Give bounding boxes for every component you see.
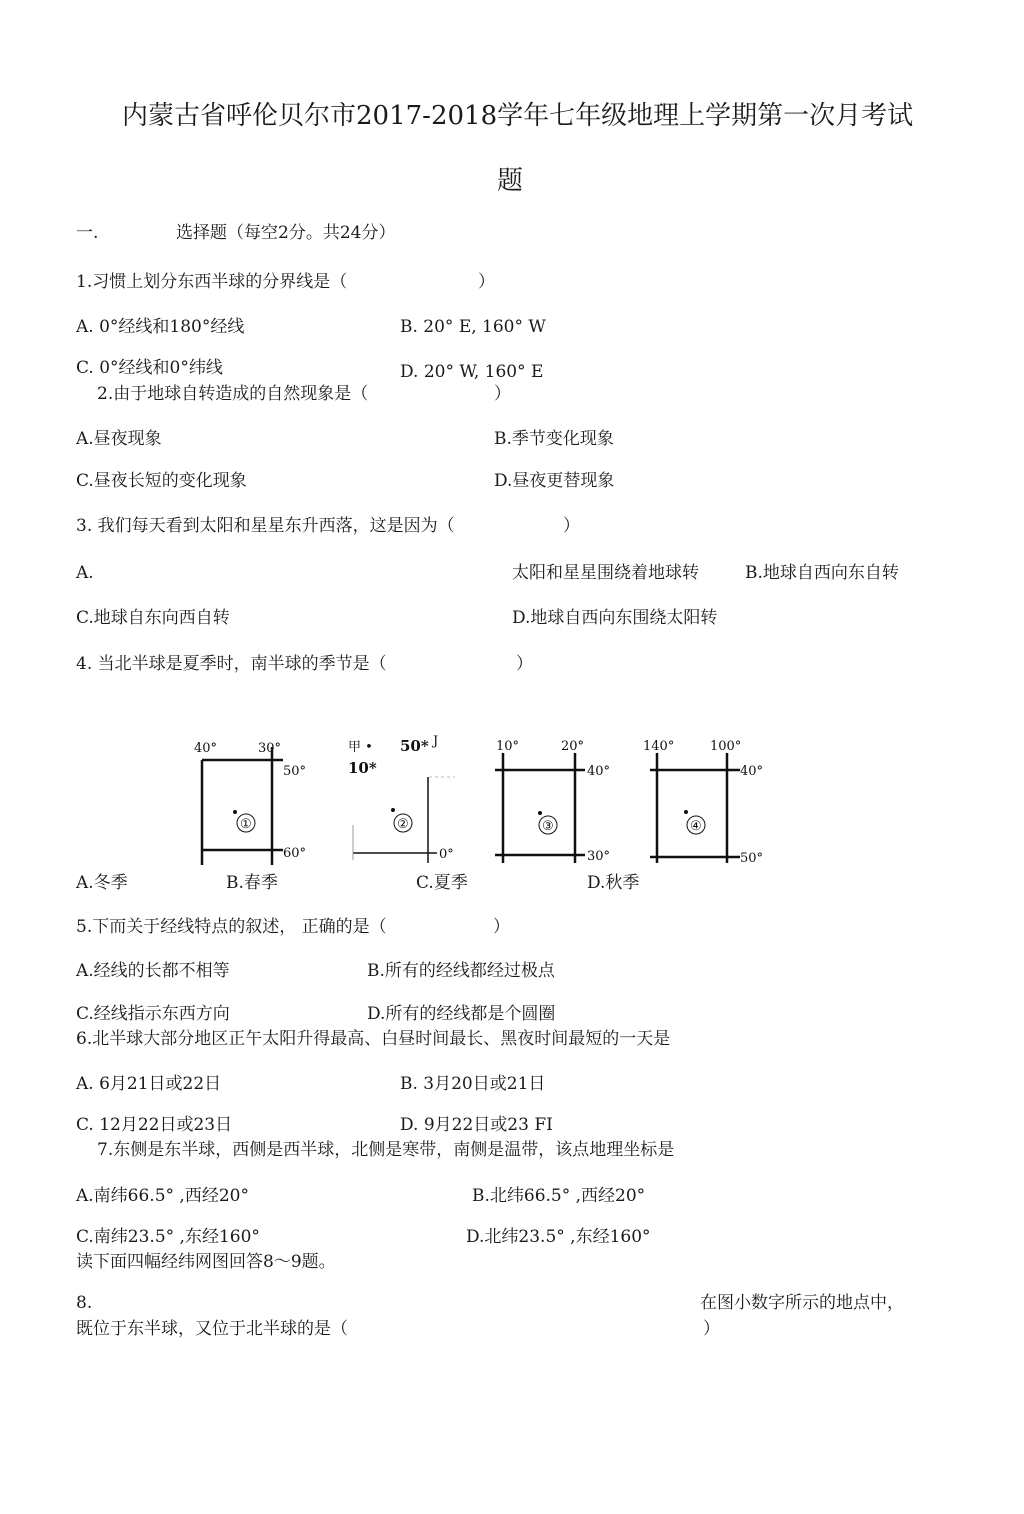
q2-option-c: C.昼夜长短的变化现象 [76,471,247,491]
fig1-label-right-top: 50° [283,764,307,779]
fig2-label-b: 50* [400,737,429,755]
fig3-label-top-right: 20° [561,739,585,754]
q1-stem: 1.习惯上划分东西半球的分界线是（ [76,272,348,292]
q2-option-d: D.昼夜更替现象 [494,471,615,491]
q3-stem: 3. 我们每天看到太阳和星星东升西落，这是因为（ [76,516,455,536]
grid-figure-4 [640,735,775,870]
fig3-label-top-left: 10° [496,739,520,754]
fig1-label-right-bottom: 60° [283,846,307,861]
q5-option-a: A.经线的长都不相等 [76,961,230,981]
fig1-point-label: ① [240,817,252,832]
grid-figure-3 [493,735,623,870]
q2-option-a: A.昼夜现象 [76,429,162,449]
q7-option-b: B.北纬66.5° ,西经20° [472,1186,646,1206]
section-heading: 选择题（每空2分。共24分） [176,223,396,243]
q7-option-d: D.北纬23.5° ,东经160° [466,1227,651,1247]
q5-option-c: C.经线指示东西方向 [76,1004,230,1024]
fig2-label-right-bottom: 0° [439,847,454,862]
q4-option-b: B.春季 [226,873,278,893]
title-line-1: 内蒙古省呼伦贝尔市2017-2018学年七年级地理上学期第一次月考试 [122,101,914,131]
q8-right-text: 在图小数字所示的地点中， [700,1293,904,1313]
title-line-2: 题 [497,166,524,196]
q2-stem: 2.由于地球自转造成的自然现象是（ [97,384,369,404]
q6-option-a: A. 6月21日或22日 [76,1074,222,1094]
section-number: 一. [76,223,99,243]
grid-figure-2 [345,735,475,870]
q6-option-c: C. 12月22日或23日 [76,1115,233,1135]
q3-option-a-label: A. [76,563,94,583]
q1-option-b: B. 20° E, 160° W [400,317,546,337]
fig2-label-d: 10* [348,759,377,777]
q4-stem: 4. 当北半球是夏季时，南半球的季节是（ [76,654,387,674]
fig4-label-right-bottom: 50° [740,851,764,866]
q1-close: ） [478,272,495,292]
q4-option-c: C.夏季 [416,873,468,893]
q3-option-c: C.地球自东向西自转 [76,608,230,628]
fig2-label-c: J [433,734,439,749]
q6-option-d: D. 9月22日或23 FI [400,1115,553,1135]
q1-option-c: C. 0°经线和0°纬线 [76,358,223,378]
q2-close: ） [494,384,511,404]
q7-stem: 7.东侧是东半球，西侧是西半球，北侧是寒带，南侧是温带，该点地理坐标是 [97,1140,675,1160]
q3-option-b: B.地球自西向东自转 [745,563,899,583]
grid-figure-1 [188,735,318,870]
fig4-point-label: ④ [690,819,702,834]
q8-number: 8. [76,1293,93,1313]
read-note: 读下面四幅经纬网图回答8～9题。 [76,1252,336,1272]
fig2-point-label: ② [397,817,409,832]
q3-option-d: D.地球自西向东围绕太阳转 [512,608,718,628]
fig4-label-right-top: 40° [740,764,764,779]
q4-option-a: A.冬季 [76,873,128,893]
fig4-label-top-right: 100° [710,739,742,754]
q6-stem: 6.北半球大部分地区正午太阳升得最高、白昼时间最长、黑夜时间最短的一天是 [76,1029,671,1049]
q4-close: ） [516,654,533,674]
q1-option-d: D. 20° W, 160° E [400,362,544,382]
fig3-label-right-bottom: 30° [587,849,611,864]
q5-option-d: D.所有的经线都是个圆圈 [367,1004,556,1024]
q6-option-b: B. 3月20日或21日 [400,1074,546,1094]
q3-close: ） [563,516,580,536]
q5-option-b: B.所有的经线都经过极点 [367,961,555,981]
fig4-label-top-left: 140° [643,739,675,754]
fig1-label-top-right: 30° [258,741,282,756]
q1-option-a: A. 0°经线和180°经线 [76,317,245,337]
q7-option-c: C.南纬23.5° ,东经160° [76,1227,260,1247]
fig3-label-right-top: 40° [587,764,611,779]
q7-option-a: A.南纬66.5° ,西经20° [76,1186,249,1206]
q3-option-a: 太阳和星星围绕着地球转 [512,563,699,583]
q4-option-d: D.秋季 [587,873,640,893]
q8-close: ） [703,1319,720,1339]
fig1-label-top-left: 40° [194,741,218,756]
q5-stem: 5.下而关于经线特点的叙述， 正确的是（ [76,917,387,937]
q5-close: ） [493,917,510,937]
q2-option-b: B.季节变化现象 [494,429,614,449]
q8-stem: 既位于东半球，又位于北半球的是（ [76,1319,348,1339]
fig2-label-a: 甲 • [348,740,373,755]
fig3-point-label: ③ [542,819,554,834]
